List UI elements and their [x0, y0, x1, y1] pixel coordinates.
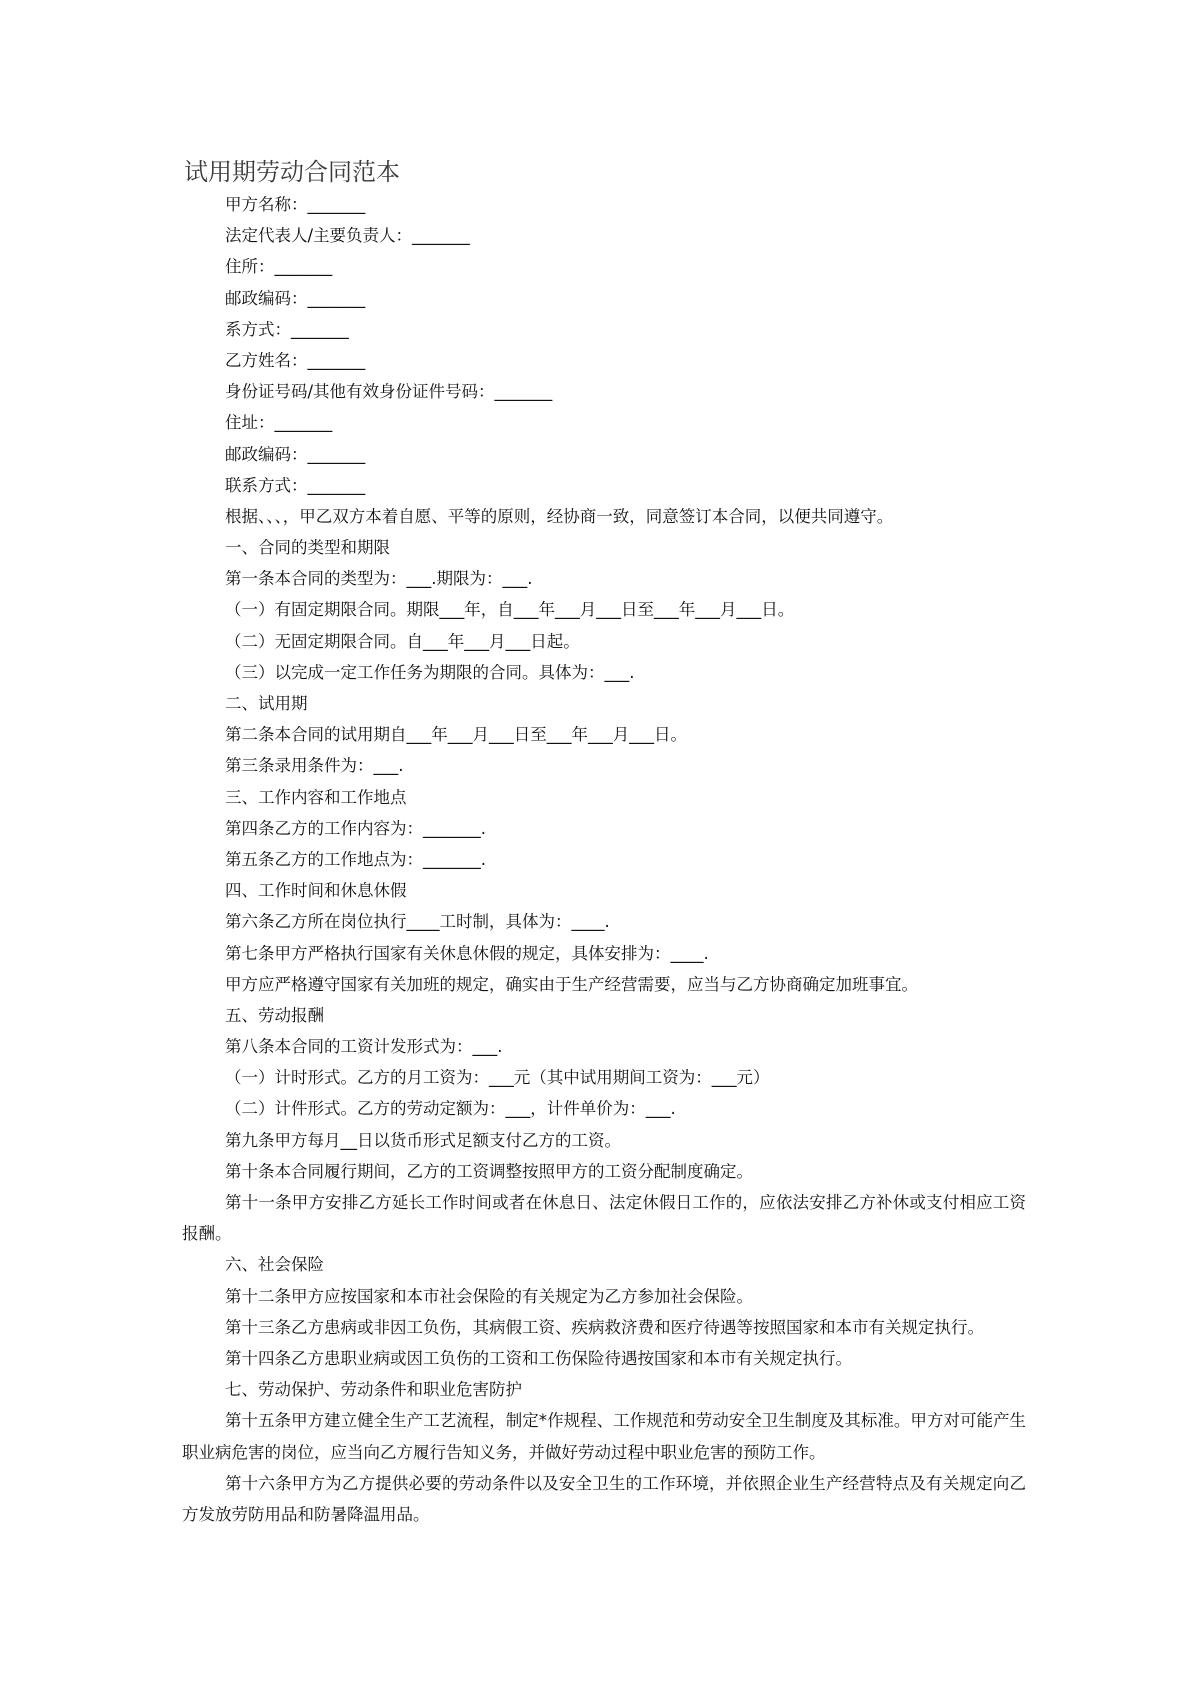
field-legal-representative: 法定代表人/主要负责人：_______ — [225, 226, 470, 246]
article-5: 第五条乙方的工作地点为：_______. — [225, 849, 486, 869]
article-1: 第一条本合同的类型为：___.期限为：___. — [225, 569, 533, 589]
field-party-a-contact: 系方式：_______ — [225, 319, 349, 339]
field-party-b-id-number: 身份证号码/其他有效身份证件号码：_______ — [225, 382, 553, 402]
article-12: 第十二条甲方应按国家和本市社会保险的有关规定为乙方参加社会保险。 — [225, 1286, 753, 1306]
field-party-b-contact: 联系方式：_______ — [225, 475, 366, 495]
article-8: 第八条本合同的工资计发形式为：___. — [225, 1037, 503, 1057]
field-party-a-address: 住所：_______ — [225, 257, 333, 277]
article-8-item-1: （一）计时形式。乙方的月工资为：___元（其中试用期间工资为：___元） — [225, 1068, 770, 1088]
article-9: 第九条甲方每月__日以货币形式足额支付乙方的工资。 — [225, 1130, 621, 1150]
article-2: 第二条本合同的试用期自___年___月___日至___年___月___日。 — [225, 725, 687, 745]
article-15: 第十五条甲方建立健全生产工艺流程，制定*作规程、工作规范和劳动安全卫生制度及其标准。甲方对可能产生职业病危害的岗位，应当向乙方履行告知义务，并做好劳动过程中职业危害的预防工作。 — [182, 1411, 1026, 1462]
article-1-item-1: （一）有固定期限合同。期限___年，自___年___月___日至___年___月___日。 — [225, 600, 795, 620]
article-10: 第十条本合同履行期间，乙方的工资调整按照甲方的工资分配制度确定。 — [225, 1161, 753, 1181]
section-heading-7: 七、劳动保护、劳动条件和职业危害防护 — [225, 1380, 522, 1400]
article-1-item-2: （二）无固定期限合同。自___年___月___日起。 — [225, 631, 580, 651]
article-14: 第十四条乙方患职业病或因工负伤的工资和工伤保险待遇按国家和本市有关规定执行。 — [225, 1348, 852, 1368]
preamble: 根据、、、，甲乙双方本着自愿、平等的原则，经协商一致，同意签订本合同，以便共同遵守。 — [225, 506, 894, 526]
article-1-item-3: （三）以完成一定工作任务为期限的合同。具体为：___. — [225, 662, 635, 682]
article-7-overtime: 甲方应严格遵守国家有关加班的规定，确实由于生产经营需要，应当与乙方协商确定加班事宜。 — [225, 974, 918, 994]
article-7: 第七条甲方严格执行国家有关休息休假的规定，具体安排为：____. — [225, 943, 709, 963]
field-party-b-name: 乙方姓名：_______ — [225, 350, 366, 370]
field-party-a-postcode: 邮政编码：_______ — [225, 288, 366, 308]
field-party-b-address: 住址：_______ — [225, 413, 333, 433]
article-11: 第十一条甲方安排乙方延长工作时间或者在休息日、法定休假日工作的，应依法安排乙方补休或支付相应工资报酬。 — [182, 1193, 1026, 1244]
article-3: 第三条录用条件为：___. — [225, 756, 404, 776]
article-6: 第六条乙方所在岗位执行____工时制，具体为：____. — [225, 912, 610, 932]
document-title: 试用期劳动合同范本 — [184, 158, 400, 186]
article-13: 第十三条乙方患病或非因工负伤，其病假工资、疾病救济费和医疗待遇等按照国家和本市有关规定执行。 — [225, 1317, 984, 1337]
section-heading-5: 五、劳动报酬 — [225, 1005, 324, 1025]
article-8-item-2: （二）计件形式。乙方的劳动定额为：___，计件单价为：___. — [225, 1099, 676, 1119]
section-heading-4: 四、工作时间和休息休假 — [225, 881, 407, 901]
field-party-a-name: 甲方名称：_______ — [225, 195, 366, 214]
section-heading-3: 三、工作内容和工作地点 — [225, 787, 407, 807]
article-4: 第四条乙方的工作内容为：_______. — [225, 818, 486, 838]
section-heading-6: 六、社会保险 — [225, 1255, 324, 1275]
document-body — [182, 189, 1026, 1530]
section-heading-1: 一、合同的类型和期限 — [225, 538, 390, 558]
field-party-b-postcode: 邮政编码：_______ — [225, 444, 366, 464]
article-16: 第十六条甲方为乙方提供必要的劳动条件以及安全卫生的工作环境，并依照企业生产经营特点及有关规定向乙方发放劳防用品和防暑降温用品。 — [182, 1473, 1026, 1524]
section-heading-2: 二、试用期 — [225, 694, 308, 713]
